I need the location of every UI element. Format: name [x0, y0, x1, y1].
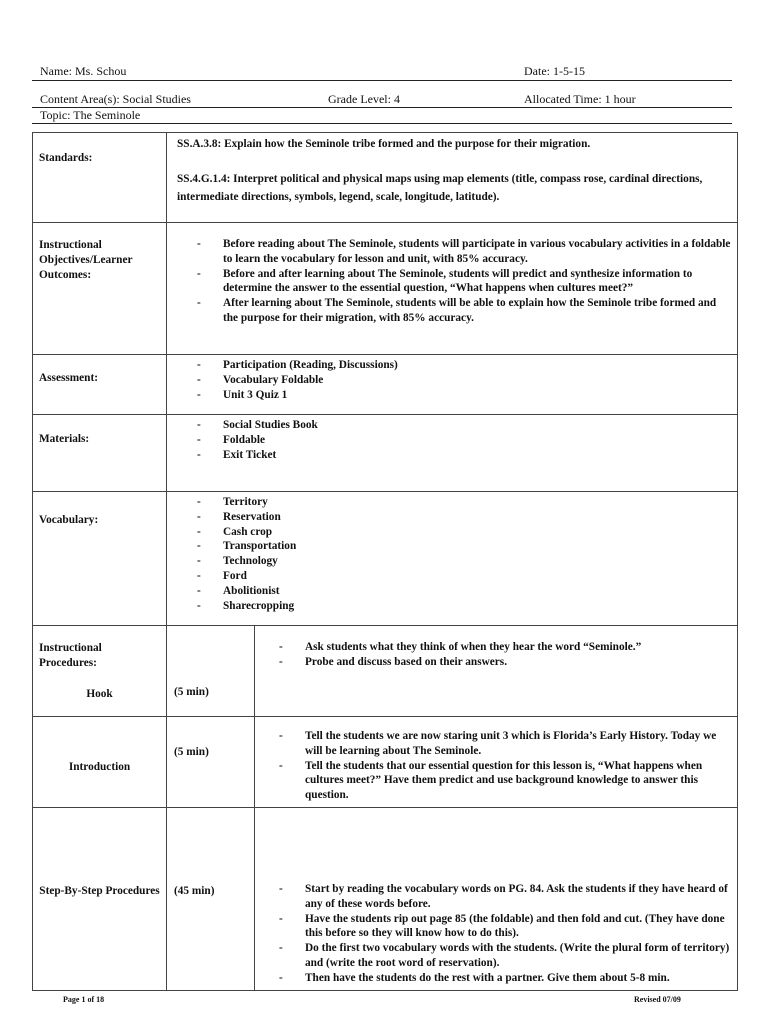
step-by-step-list	[259, 882, 731, 986]
assessment-content	[167, 355, 738, 415]
vocabulary-label: Vocabulary:	[33, 492, 167, 626]
materials-content	[167, 415, 738, 492]
hook-label: Hook	[86, 687, 113, 700]
list-item: - Sharecropping	[177, 599, 731, 614]
vocabulary-content	[167, 492, 738, 626]
introduction-time: (5 min)	[167, 717, 255, 808]
introduction-list	[259, 729, 731, 803]
standard-item: SS.4.G.1.4: Interpret political and physical maps using map elements (title, compass rose, cardinal directions, intermediate directions, symbols, legend, scale, longitude, latitude).	[177, 172, 703, 203]
materials-list	[177, 418, 731, 462]
topic: Topic: The Seminole	[40, 108, 141, 122]
list-item: - Transportation	[177, 539, 731, 554]
list-item: - Exit Ticket	[177, 448, 731, 463]
list-item: - Tell the students we are now staring unit 3 which is Florida’s Early History. Today we will be learning about The Seminole.	[259, 729, 731, 759]
standard-item: SS.A.3.8: Explain how the Seminole tribe formed and the purpose for their migration.	[177, 138, 591, 150]
list-item: - Reservation	[177, 510, 731, 525]
assessment-list	[177, 358, 731, 402]
procedures-label: Instructional Procedures:	[39, 642, 102, 669]
list-item: - Unit 3 Quiz 1	[177, 388, 731, 403]
assessment-row	[33, 355, 738, 415]
list-item: - Then have the students do the rest with a partner. Give them about 5-8 min.	[259, 971, 731, 986]
vocabulary-list	[177, 495, 731, 613]
step-by-step-row	[33, 807, 738, 990]
list-item: - Do the first two vocabulary words with the students. (Write the plural form of territory) and (write the root word of reservation).	[259, 941, 731, 971]
hook-row	[33, 626, 738, 717]
introduction-label: Introduction	[33, 717, 167, 808]
content-area: Content Area(s): Social Studies	[40, 92, 191, 106]
hook-time: (5 min)	[167, 626, 255, 717]
vocabulary-row	[33, 492, 738, 626]
list-item: - Start by reading the vocabulary words on PG. 84. Ask the students if they have heard of any of these words before.	[259, 882, 731, 912]
list-item: - Social Studies Book	[177, 418, 731, 433]
lesson-date: Date: 1-5-15	[524, 64, 585, 78]
list-item: - Abolitionist	[177, 584, 731, 599]
step-by-step-time: (45 min)	[167, 807, 255, 990]
list-item: - Participation (Reading, Discussions)	[177, 358, 731, 373]
step-by-step-content	[255, 807, 738, 990]
grade-level: Grade Level: 4	[328, 92, 400, 106]
standards-row	[33, 133, 738, 223]
objectives-label: Instructional Objectives/Learner Outcomes:	[33, 223, 167, 355]
header-rule	[32, 123, 732, 124]
assessment-label: Assessment:	[33, 355, 167, 415]
objectives-content	[167, 223, 738, 355]
list-item: - Before and after learning about The Seminole, students will predict and synthesize information to determine the answer to the essential question, “What happens when cultures meet?”	[177, 267, 731, 297]
list-item: - Ask students what they think of when they hear the word “Seminole.”	[259, 640, 731, 655]
introduction-row	[33, 717, 738, 808]
list-item: - Technology	[177, 554, 731, 569]
step-by-step-label: Step-By-Step Procedures	[33, 807, 167, 990]
standards-content	[167, 133, 738, 223]
list-item: - Foldable	[177, 433, 731, 448]
revised-date: Revised 07/09	[634, 995, 681, 1004]
procedures-label-cell	[33, 626, 167, 717]
list-item: - Vocabulary Foldable	[177, 373, 731, 388]
list-item: - Tell the students that our essential question for this lesson is, “What happens when cultures meet?” Have them predict and use background knowledge to answer this question.	[259, 759, 731, 803]
introduction-content	[255, 717, 738, 808]
list-item: - After learning about The Seminole, students will be able to explain how the Seminole tribe formed and the purpose for their migration, with 85% accuracy.	[177, 296, 731, 326]
standards-label: Standards:	[33, 133, 167, 223]
hook-content	[255, 626, 738, 717]
hook-list	[259, 640, 731, 670]
allocated-time: Allocated Time: 1 hour	[524, 92, 636, 106]
list-item: - Cash crop	[177, 525, 731, 540]
page-number: Page 1 of 18	[63, 995, 105, 1004]
list-item: - Before reading about The Seminole, students will participate in various vocabulary activities in a foldable to learn the vocabulary for lesson and unit, with 85% accuracy.	[177, 237, 731, 267]
objectives-row	[33, 223, 738, 355]
list-item: - Probe and discuss based on their answers.	[259, 655, 731, 670]
materials-row	[33, 415, 738, 492]
list-item: - Ford	[177, 569, 731, 584]
list-item: - Territory	[177, 495, 731, 510]
objectives-list	[177, 237, 731, 326]
materials-label: Materials:	[33, 415, 167, 492]
lesson-plan-table	[32, 132, 738, 991]
header-rule	[32, 80, 732, 81]
list-item: - Have the students rip out page 85 (the foldable) and then fold and cut. (They have done this before so they will know how to do this).	[259, 912, 731, 942]
teacher-name: Name: Ms. Schou	[40, 64, 127, 78]
